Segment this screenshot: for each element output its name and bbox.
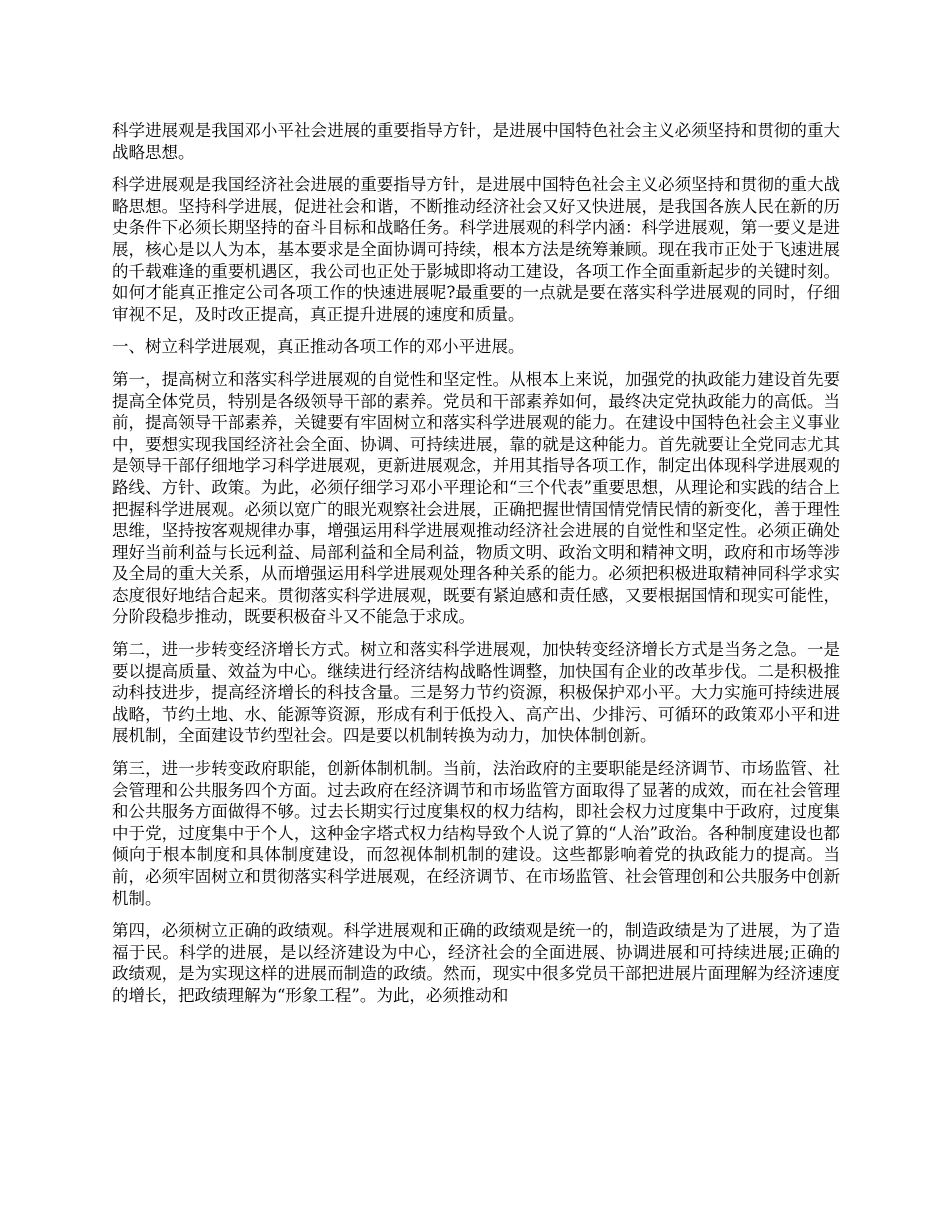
document-page	[112, 120, 840, 1018]
intro-paragraph: 科学进展观是我国邓小平社会进展的重要指导方针，是进展中国特色社会主义必须坚持和贯彻的重大战略思想。	[112, 121, 840, 162]
body-paragraph: 第四，必须树立正确的政绩观。科学进展观和正确的政绩观是统一的，制造政绩是为了进展，为了造福于民。科学的进展，是以经济建设为中心，经济社会的全面进展、协调进展和可持续进展;正确的政绩观，是为实现这样的进展而制造的政绩。然而，现实中很多党员干部把进展片面理解为经济速度的增长，把政绩理解为“形象工程”。为此，必须推动和	[112, 921, 840, 1005]
body-paragraph: 第三，进一步转变政府职能，创新体制机制。当前，法治政府的主要职能是经济调节、市场监管、社会管理和公共服务四个方面。过去政府在经济调节和市场监管方面取得了显著的成效，而在社会管理和公共服务方面做得不够。过去长期实行过度集权的权力结构，即社会权力过度集中于政府，过度集中于党，过度集中于个人，这种金字塔式权力结构导致个人说了算的“人治”政治。各种制度建设也都倾向于根本制度和具体制度建设，而忽视体制机制的建设。这些都影响着党的执政能力的提高。当前，必须牢固树立和贯彻落实科学进展观，在经济调节、在市场监管、社会管理创和公共服务中创新机制。	[112, 759, 840, 908]
body-paragraph: 第一，提高树立和落实科学进展观的自觉性和坚定性。从根本上来说，加强党的执政能力建设首先要提高全体党员，特别是各级领导干部的素养。党员和干部素养如何，最终决定党执政能力的高低。当前，提高领导干部素养，关键要有牢固树立和落实科学进展观的能力。在建设中国特色社会主义事业中，要想实现我国经济社会全面、协调、可持续进展，靠的就是这种能力。首先就要让全党同志尤其是领导干部仔细地学习科学进展观，更新进展观念，并用其指导各项工作，制定出体现科学进展观的路线、方针、政策。为此，必须仔细学习邓小平理论和“三个代表”重要思想，从理论和实践的结合上把握科学进展观。必须以宽广的眼光观察社会进展，正确把握世情国情党情民情的新变化，善于理性思维，坚持按客观规律办事，增强运用科学进展观推动经济社会进展的自觉性和坚定性。必须正确处理好当前利益与长远利益、局部利益和全局利益，物质文明、政治文明和精神文明，政府和市场等涉及全局的重大关系，从而增强运用科学进展观处理各种关系的能力。必须把积极进取精神同科学求实态度很好地结合起来。贯彻落实科学进展观，既要有紧迫感和责任感，又要根据国情和现实可能性，分阶段稳步推动，既要积极奋斗又不能急于求成。	[112, 369, 840, 627]
body-paragraph: 科学进展观是我国经济社会进展的重要指导方针，是进展中国特色社会主义必须坚持和贯彻的重大战略思想。坚持科学进展，促进社会和谐，不断推动经济社会又好又快进展，是我国各族人民在新的历史条件下必须长期坚持的奋斗目标和战略任务。科学进展观的科学内涵：科学进展观，第一要义是进展，核心是以人为本，基本要求是全面协调可持续，根本方法是统筹兼顾。现在我市正处于飞速进展的千载难逢的重要机遇区，我公司也正处于影城即将动工建设，各项工作全面重新起步的关键时刻。如何才能真正推定公司各项工作的快速进展呢?最重要的一点就是要在落实科学进展观的同时，仔细审视不足，及时改正提高，真正提升进展的速度和质量。	[112, 175, 840, 324]
section-heading: 一、树立科学进展观，真正推动各项工作的邓小平进展。	[112, 337, 525, 357]
body-paragraph: 第二，进一步转变经济增长方式。树立和落实科学进展观，加快转变经济增长方式是当务之急。一是要以提高质量、效益为中心。继续进行经济结构战略性调整，加快国有企业的改革步伐。二是积极推动科技进步，提高经济增长的科技含量。三是努力节约资源，积极保护邓小平。大力实施可持续进展战略，节约土地、水、能源等资源，形成有利于低投入、高产出、少排污、可循环的政策邓小平和进展机制，全面建设节约型社会。四是要以机制转换为动力，加快体制创新。	[112, 640, 840, 746]
